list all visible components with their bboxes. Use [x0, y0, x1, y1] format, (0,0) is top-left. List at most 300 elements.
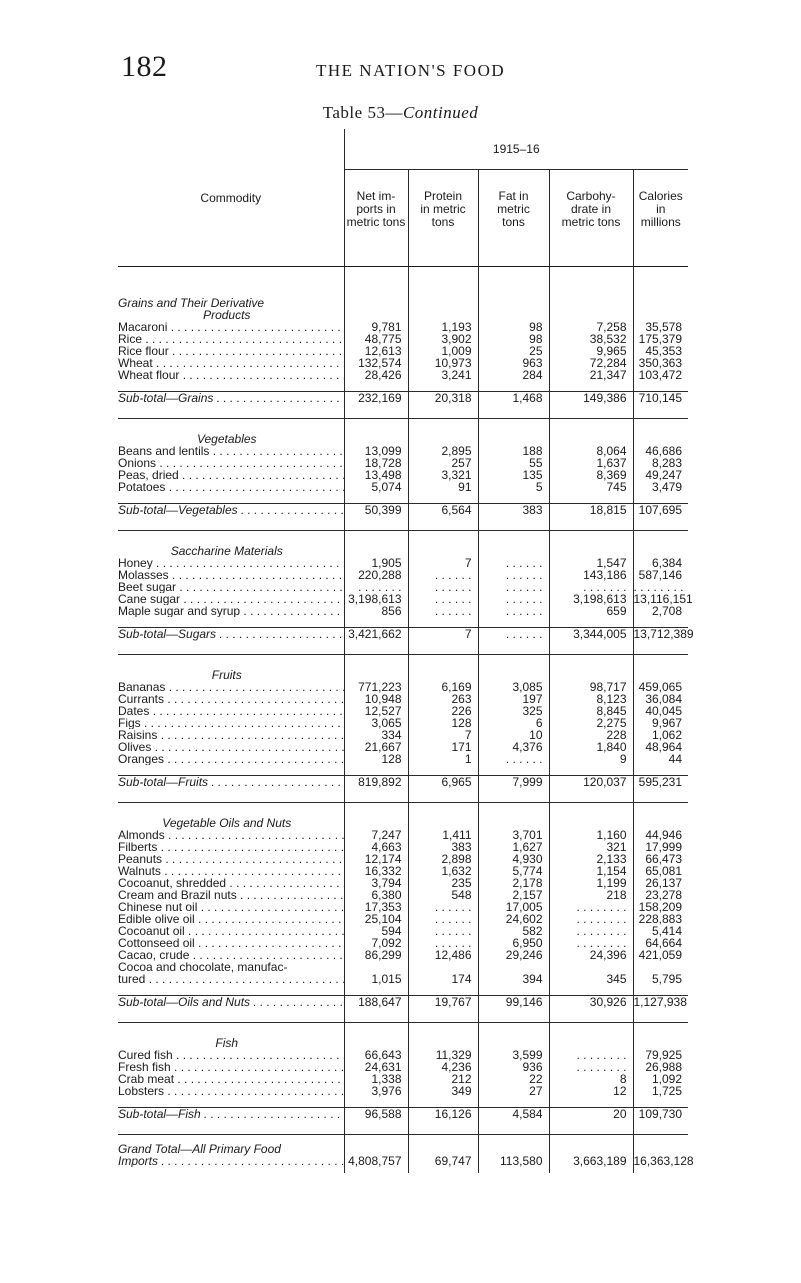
- subtotal-protein: 7: [408, 628, 478, 655]
- commodity-name: Cocoa and chocolate, manufac-: [118, 961, 288, 973]
- spacer-cell: [118, 267, 344, 298]
- commodity-name: Figs . . .: [118, 717, 344, 729]
- subtotal-label: Sub-total—Fruits . . .: [118, 776, 344, 803]
- cell-net-imports: 13,498: [344, 469, 408, 481]
- cell-calories: 44: [633, 753, 688, 765]
- page-number: 182: [121, 50, 168, 83]
- cell-protein: 6,169: [408, 681, 478, 693]
- spacer-cell: [549, 1097, 633, 1108]
- spacer-cell: [633, 1135, 688, 1144]
- blank-cell: [408, 297, 478, 309]
- cell-fat: 135: [478, 469, 549, 481]
- column-header-protein: [408, 170, 478, 267]
- subtotal-protein: 20,318: [408, 392, 478, 419]
- spacer-cell: [549, 381, 633, 392]
- section-title: Vegetable Oils and Nuts: [162, 816, 292, 830]
- cell-protein: . . . . . .: [408, 605, 478, 617]
- spacer-cell: [549, 493, 633, 504]
- cell-calories: . . . . . . . .: [633, 581, 688, 593]
- section-title: Products: [203, 308, 251, 322]
- spacer-cell: [408, 803, 478, 818]
- cell-net-imports: 24,631: [344, 1061, 408, 1073]
- cell-carbohydrate: . . . . . . .: [549, 581, 633, 593]
- subtotal-calories: 13,712,389: [633, 628, 688, 655]
- cell-calories: 45,353: [633, 345, 688, 357]
- cell-calories: 17,999: [633, 841, 688, 853]
- cell-protein: 10,973: [408, 357, 478, 369]
- cell-carbohydrate: 72,284: [549, 357, 633, 369]
- table-row: [118, 593, 688, 605]
- table-row: [118, 973, 688, 985]
- cell-fat: . . . . . .: [478, 581, 549, 593]
- spacer-cell: [408, 267, 478, 298]
- cell-fat: . . . . . .: [478, 753, 549, 765]
- cell-calories: 5,414: [633, 925, 688, 937]
- cell-calories: 3,479: [633, 481, 688, 493]
- subtotal-net-imports: 50,399: [344, 504, 408, 531]
- subtotal-label: Sub-total—Sugars . . .: [118, 628, 344, 655]
- cell-net-imports: 771,223: [344, 681, 408, 693]
- cell-carbohydrate: 321: [549, 841, 633, 853]
- cell-fat: 4,376: [478, 741, 549, 753]
- spacer-cell: [408, 419, 478, 434]
- cell-fat: 22: [478, 1073, 549, 1085]
- cell-net-imports: 6,380: [344, 889, 408, 901]
- cell-calories: 350,363: [633, 357, 688, 369]
- cell-fat: 3,599: [478, 1049, 549, 1061]
- cell-carbohydrate: 218: [549, 889, 633, 901]
- spacer-cell: [118, 1023, 344, 1038]
- section-title: Fish: [215, 1036, 239, 1050]
- cell-fat: 10: [478, 729, 549, 741]
- table-row: [118, 753, 688, 765]
- cell-net-imports: 3,198,613: [344, 593, 408, 605]
- cell-carbohydrate: 98,717: [549, 681, 633, 693]
- cell-net-imports: 1,905: [344, 557, 408, 569]
- spacer-row: [118, 617, 688, 628]
- cell-protein: 7: [408, 729, 478, 741]
- cell-protein: 2,898: [408, 853, 478, 865]
- spacer-cell: [633, 419, 688, 434]
- cell-protein: . . . . . .: [408, 593, 478, 605]
- cell-calories: 1,092: [633, 1073, 688, 1085]
- cell-carbohydrate: 1,637: [549, 457, 633, 469]
- cell-net-imports: 66,643: [344, 1049, 408, 1061]
- subtotal-protein: 16,126: [408, 1108, 478, 1135]
- subtotal-carbohydrate: 18,815: [549, 504, 633, 531]
- spacer-cell: [118, 803, 344, 818]
- subtotal-row: [118, 392, 688, 419]
- commodity-name: Honey . . .: [118, 557, 344, 569]
- spacer-row: [118, 267, 688, 298]
- commodity-name: Beans and lentils . . .: [118, 445, 344, 457]
- cell-protein: 1,411: [408, 829, 478, 841]
- cell-calories: 36,084: [633, 693, 688, 705]
- commodity-name: Edible olive oil . . .: [118, 913, 344, 925]
- spacer-cell: [478, 1097, 549, 1108]
- cell-net-imports: 334: [344, 729, 408, 741]
- subtotal-label: Sub-total—Grains . . .: [118, 392, 344, 419]
- running-head: THE NATION'S FOOD: [316, 61, 506, 80]
- cell-protein: 2,895: [408, 445, 478, 457]
- commodity-name: Cured fish . . .: [118, 1049, 344, 1061]
- cell-fat: 936: [478, 1061, 549, 1073]
- commodity-name: Fresh fish . . .: [118, 1061, 344, 1073]
- cell-calories: 459,065: [633, 681, 688, 693]
- commodity-name: Wheat . . .: [118, 357, 344, 369]
- cell-net-imports: 17,353: [344, 901, 408, 913]
- table-row: [118, 1061, 688, 1073]
- cell-net-imports: 13,099: [344, 445, 408, 457]
- cell-calories: 66,473: [633, 853, 688, 865]
- spacer-cell: [478, 985, 549, 996]
- cell-carbohydrate: 745: [549, 481, 633, 493]
- table-row: [118, 369, 688, 381]
- cell-fat: 4,930: [478, 853, 549, 865]
- cell-carbohydrate: 9,965: [549, 345, 633, 357]
- spacer-row: [118, 765, 688, 776]
- subtotal-carbohydrate: 120,037: [549, 776, 633, 803]
- subtotal-protein: 6,564: [408, 504, 478, 531]
- table-row: [118, 605, 688, 617]
- cell-carbohydrate: . . . . . . . .: [549, 901, 633, 913]
- blank-cell: [633, 297, 688, 309]
- spacer-cell: [478, 267, 549, 298]
- cell-fat: 24,602: [478, 913, 549, 925]
- cell-protein: 12,486: [408, 949, 478, 961]
- spacer-cell: [344, 617, 408, 628]
- table-row: [118, 877, 688, 889]
- subtotal-row: [118, 996, 688, 1023]
- spacer-cell: [118, 493, 344, 504]
- spacer-cell: [408, 1135, 478, 1144]
- cell-fat: 2,178: [478, 877, 549, 889]
- spacer-row: [118, 1097, 688, 1108]
- subtotal-calories: 1,127,938: [633, 996, 688, 1023]
- table-row: [118, 469, 688, 481]
- commodity-name: Cocoanut oil . . .: [118, 925, 344, 937]
- cell-protein: 548: [408, 889, 478, 901]
- cell-calories: 8,283: [633, 457, 688, 469]
- cell-protein: 383: [408, 841, 478, 853]
- section-title: Fruits: [211, 668, 242, 682]
- table-caption: Table 53—Continued: [322, 103, 479, 122]
- spacer-row: [118, 531, 688, 546]
- subtotal-net-imports: 3,421,662: [344, 628, 408, 655]
- spacer-cell: [633, 1097, 688, 1108]
- commodity-name: Dates . . .: [118, 705, 344, 717]
- spacer-cell: [344, 493, 408, 504]
- commodity-name: Walnuts . . .: [118, 865, 344, 877]
- commodity-name: Macaroni . . .: [118, 321, 344, 333]
- subtotal-fat: 383: [478, 504, 549, 531]
- cell-protein: 91: [408, 481, 478, 493]
- cell-net-imports: 12,613: [344, 345, 408, 357]
- spacer-cell: [408, 1023, 478, 1038]
- cell-calories: 79,925: [633, 1049, 688, 1061]
- cell-calories: 44,946: [633, 829, 688, 841]
- spacer-cell: [344, 803, 408, 818]
- cell-net-imports: 12,174: [344, 853, 408, 865]
- commodity-table: [118, 129, 694, 1173]
- cell-fat: 98: [478, 333, 549, 345]
- spacer-cell: [478, 617, 549, 628]
- cell-protein: 257: [408, 457, 478, 469]
- cell-net-imports: . . . . . . .: [344, 581, 408, 593]
- cell-fat: 17,005: [478, 901, 549, 913]
- cell-calories: 40,045: [633, 705, 688, 717]
- spacer-row: [118, 985, 688, 996]
- subtotal-calories: 109,730: [633, 1108, 688, 1135]
- blank-cell: [344, 297, 408, 309]
- spacer-cell: [633, 985, 688, 996]
- cell-calories: 6,384: [633, 557, 688, 569]
- cell-fat: 582: [478, 925, 549, 937]
- cell-calories: 64,664: [633, 937, 688, 949]
- cell-fat: 25: [478, 345, 549, 357]
- subtotal-net-imports: 232,169: [344, 392, 408, 419]
- spacer-cell: [344, 381, 408, 392]
- section-title: Vegetables: [196, 432, 257, 446]
- column-header-line: in metric: [420, 202, 466, 216]
- cell-protein: 174: [408, 973, 478, 985]
- cell-fat: . . . . . .: [478, 593, 549, 605]
- spacer-cell: [633, 803, 688, 818]
- cell-carbohydrate: 21,347: [549, 369, 633, 381]
- cell-protein: 11,329: [408, 1049, 478, 1061]
- commodity-name: Crab meat . . .: [118, 1073, 344, 1085]
- spacer-cell: [549, 765, 633, 776]
- spacer-cell: [549, 803, 633, 818]
- cell-protein: 349: [408, 1085, 478, 1097]
- spacer-row: [118, 493, 688, 504]
- grand-total-protein: 69,747: [408, 1155, 478, 1167]
- cell-carbohydrate: 2,275: [549, 717, 633, 729]
- commodity-name: Currants . . .: [118, 693, 344, 705]
- spacer-cell: [344, 267, 408, 298]
- column-header-line: in: [656, 202, 666, 216]
- column-header-net-imports: [344, 170, 408, 267]
- cell-fat: 55: [478, 457, 549, 469]
- subtotal-net-imports: 819,892: [344, 776, 408, 803]
- subtotal-carbohydrate: 149,386: [549, 392, 633, 419]
- table-row: [118, 717, 688, 729]
- spacer-cell: [408, 531, 478, 546]
- commodity-name: Cottonseed oil . . .: [118, 937, 344, 949]
- commodity-name: Wheat flour . . .: [118, 369, 344, 381]
- cell-carbohydrate: 8,123: [549, 693, 633, 705]
- section-title: Grains and Their Derivative: [118, 296, 265, 310]
- cell-fat: 5,774: [478, 865, 549, 877]
- section-title: Saccharine Materials: [170, 544, 283, 558]
- spacer-cell: [344, 655, 408, 670]
- spacer-cell: [549, 1023, 633, 1038]
- spacer-cell: [118, 765, 344, 776]
- grand-total-label-cont: Imports . . .: [118, 1155, 344, 1167]
- grand-total-row: [118, 1155, 688, 1167]
- spacer-cell: [633, 531, 688, 546]
- commodity-name: Cane sugar . . .: [118, 593, 344, 605]
- commodity-header-label: Commodity: [200, 190, 262, 205]
- subtotal-fat: 7,999: [478, 776, 549, 803]
- spacer-cell: [549, 985, 633, 996]
- table-row: [118, 949, 688, 961]
- spacer-cell: [549, 531, 633, 546]
- cell-net-imports: 132,574: [344, 357, 408, 369]
- column-header-line: tons: [502, 215, 525, 229]
- cell-calories: 48,964: [633, 741, 688, 753]
- cell-protein: . . . . . .: [408, 901, 478, 913]
- spacer-cell: [478, 493, 549, 504]
- cell-net-imports: 18,728: [344, 457, 408, 469]
- cell-carbohydrate: 659: [549, 605, 633, 617]
- cell-carbohydrate: 228: [549, 729, 633, 741]
- column-header-line: millions: [640, 215, 681, 229]
- cell-carbohydrate: 1,840: [549, 741, 633, 753]
- cell-protein: 3,902: [408, 333, 478, 345]
- spacer-cell: [408, 765, 478, 776]
- column-header-carbohydrate: [549, 170, 633, 267]
- cell-net-imports: 3,065: [344, 717, 408, 729]
- cell-carbohydrate: 12: [549, 1085, 633, 1097]
- cell-carbohydrate: 3,198,613: [549, 593, 633, 605]
- commodity-name-continued: tured . . .: [118, 973, 344, 985]
- cell-calories: 421,059: [633, 949, 688, 961]
- cell-protein: . . . . . .: [408, 581, 478, 593]
- blank-cell: [549, 297, 633, 309]
- cell-net-imports: 25,104: [344, 913, 408, 925]
- subtotal-fat: 99,146: [478, 996, 549, 1023]
- cell-protein: 1: [408, 753, 478, 765]
- subtotal-row: [118, 628, 688, 655]
- commodity-name: Oranges . . .: [118, 753, 344, 765]
- cell-protein: 171: [408, 741, 478, 753]
- spacer-cell: [344, 419, 408, 434]
- cell-protein: 4,236: [408, 1061, 478, 1073]
- commodity-name: Raisins . . .: [118, 729, 344, 741]
- spacer-cell: [478, 803, 549, 818]
- cell-protein: 1,193: [408, 321, 478, 333]
- cell-protein: 1,632: [408, 865, 478, 877]
- spacer-cell: [549, 267, 633, 298]
- cell-fat: 188: [478, 445, 549, 457]
- cell-net-imports: 3,976: [344, 1085, 408, 1097]
- spacer-cell: [408, 1097, 478, 1108]
- commodity-name: Olives . . .: [118, 741, 344, 753]
- cell-carbohydrate: 2,133: [549, 853, 633, 865]
- cell-carbohydrate: 1,547: [549, 557, 633, 569]
- cell-carbohydrate: 24,396: [549, 949, 633, 961]
- spacer-cell: [549, 617, 633, 628]
- cell-calories: 175,379: [633, 333, 688, 345]
- cell-fat: . . . . . .: [478, 569, 549, 581]
- spacer-cell: [408, 985, 478, 996]
- cell-net-imports: 10,948: [344, 693, 408, 705]
- subtotal-row: [118, 1108, 688, 1135]
- subtotal-label: Sub-total—Oils and Nuts . . .: [118, 996, 344, 1023]
- table-row: [118, 961, 688, 973]
- grand-total-label: Grand Total—All Primary Food: [118, 1142, 281, 1156]
- cell-fat: 963: [478, 357, 549, 369]
- subtotal-row: [118, 504, 688, 531]
- cell-fat: 29,246: [478, 949, 549, 961]
- column-header-line: Fat in: [498, 189, 529, 203]
- spacer-cell: [549, 419, 633, 434]
- spacer-row: [118, 655, 688, 670]
- cell-net-imports: 220,288: [344, 569, 408, 581]
- table-continued: Continued: [402, 103, 479, 122]
- column-header-line: metric tons: [346, 215, 406, 229]
- spacer-row: [118, 419, 688, 434]
- spacer-cell: [118, 1167, 344, 1173]
- commodity-name: Lobsters . . .: [118, 1085, 344, 1097]
- cell-calories: 158,209: [633, 901, 688, 913]
- cell-calories: 1,725: [633, 1085, 688, 1097]
- subtotal-fat: 4,584: [478, 1108, 549, 1135]
- subtotal-net-imports: 96,588: [344, 1108, 408, 1135]
- spacer-cell: [478, 655, 549, 670]
- cell-protein: 263: [408, 693, 478, 705]
- subtotal-calories: 710,145: [633, 392, 688, 419]
- cell-net-imports: 9,781: [344, 321, 408, 333]
- subtotal-net-imports: 188,647: [344, 996, 408, 1023]
- spacer-cell: [478, 381, 549, 392]
- cell-protein: 226: [408, 705, 478, 717]
- spacer-cell: [478, 1135, 549, 1144]
- table-row: [118, 481, 688, 493]
- spacer-cell: [344, 765, 408, 776]
- cell-fat: 394: [478, 973, 549, 985]
- commodity-name: Bananas . . .: [118, 681, 344, 693]
- spacer-cell: [478, 765, 549, 776]
- spacer-cell: [118, 655, 344, 670]
- table-row: [118, 1073, 688, 1085]
- spacer-cell: [478, 531, 549, 546]
- spacer-cell: [633, 267, 688, 298]
- cell-net-imports: 4,663: [344, 841, 408, 853]
- column-header-line: tons: [431, 215, 455, 229]
- cell-net-imports: 48,775: [344, 333, 408, 345]
- commodity-name: Filberts . . .: [118, 841, 344, 853]
- spacer-cell: [549, 655, 633, 670]
- cell-net-imports: 16,332: [344, 865, 408, 877]
- grand-total-carbohydrate: 3,663,189: [549, 1155, 633, 1167]
- cell-calories: 587,146: [633, 569, 688, 581]
- column-header-line: ports in: [356, 202, 396, 216]
- cell-calories: 228,883: [633, 913, 688, 925]
- cell-fat: 98: [478, 321, 549, 333]
- cell-fat: 6,950: [478, 937, 549, 949]
- cell-carbohydrate: 8,845: [549, 705, 633, 717]
- cell-net-imports: 86,299: [344, 949, 408, 961]
- cell-protein: 7: [408, 557, 478, 569]
- cell-calories: 23,278: [633, 889, 688, 901]
- commodity-name: Peas, dried . . .: [118, 469, 344, 481]
- cell-carbohydrate: 9: [549, 753, 633, 765]
- cell-net-imports: 594: [344, 925, 408, 937]
- subtotal-label: Sub-total—Vegetables . . .: [118, 504, 344, 531]
- commodity-name: Beet sugar . . .: [118, 581, 344, 593]
- cell-protein: 3,321: [408, 469, 478, 481]
- cell-fat: 284: [478, 369, 549, 381]
- cell-calories: 35,578: [633, 321, 688, 333]
- cell-net-imports: 856: [344, 605, 408, 617]
- column-header-line: Protein: [423, 189, 463, 203]
- subtotal-protein: 6,965: [408, 776, 478, 803]
- commodity-name: Rice flour . . .: [118, 345, 344, 357]
- cell-calories: 26,988: [633, 1061, 688, 1073]
- commodity-name: Cocoanut, shredded . . .: [118, 877, 344, 889]
